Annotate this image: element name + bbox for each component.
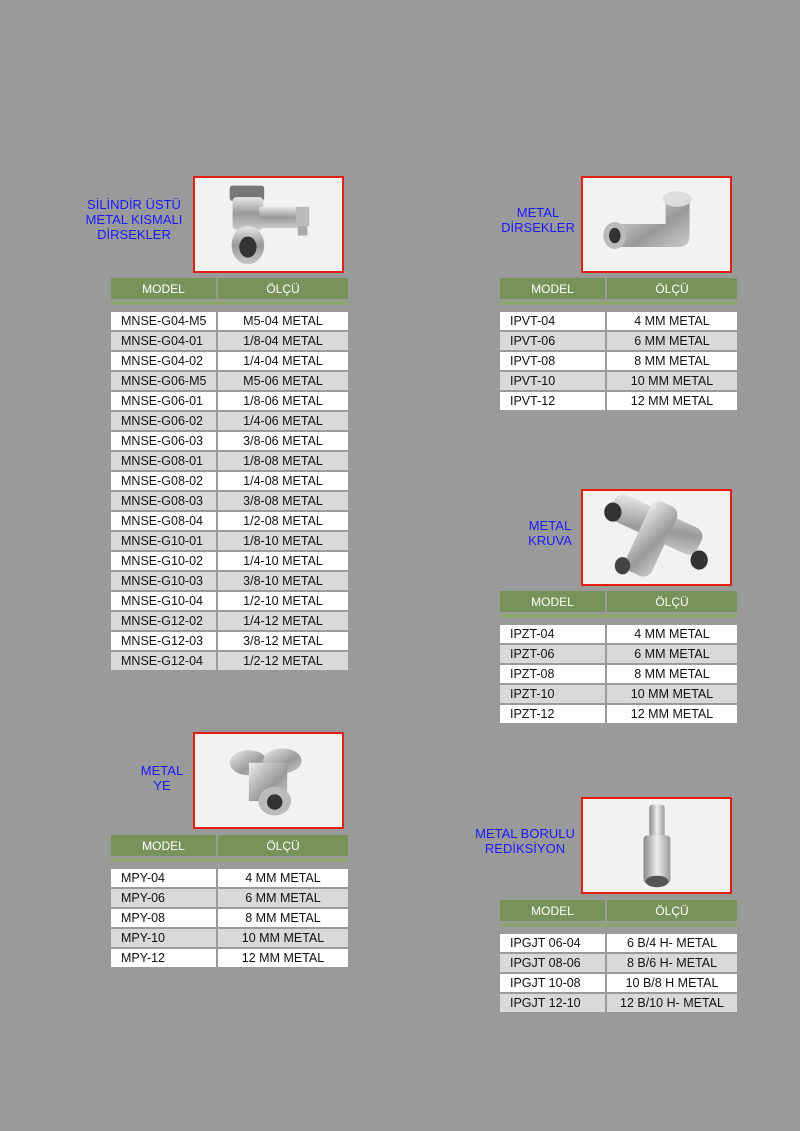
size-cell: 1/2-10 METAL xyxy=(218,592,348,610)
caption-line: REDİKSİYON xyxy=(484,841,566,856)
section-caption xyxy=(470,826,580,856)
size-cell: 4 MM METAL xyxy=(607,625,737,643)
table-body xyxy=(111,869,348,969)
header-divider xyxy=(111,301,348,305)
table-row xyxy=(500,392,737,410)
model-cell: MPY-08 xyxy=(111,909,216,927)
model-cell: MNSE-G10-04 xyxy=(111,592,216,610)
model-cell: IPZT-06 xyxy=(500,645,605,663)
product-photo-reducer xyxy=(581,797,732,894)
model-cell: MNSE-G12-04 xyxy=(111,652,216,670)
size-cell: 1/8-08 METAL xyxy=(218,452,348,470)
size-cell: 8 MM METAL xyxy=(607,665,737,683)
section-caption xyxy=(132,763,192,793)
table-row xyxy=(111,612,348,630)
table-row xyxy=(111,432,348,450)
model-cell: IPGJT 06-04 xyxy=(500,934,605,952)
model-cell: MNSE-G06-03 xyxy=(111,432,216,450)
table-row xyxy=(500,312,737,330)
model-cell: MNSE-G04-M5 xyxy=(111,312,216,330)
table-row xyxy=(111,312,348,330)
table-row xyxy=(111,452,348,470)
caption-line: DİRSEKLER xyxy=(501,220,575,235)
table-row xyxy=(500,705,737,723)
table-header xyxy=(500,900,737,921)
model-cell: MNSE-G08-03 xyxy=(111,492,216,510)
model-cell: IPVT-08 xyxy=(500,352,605,370)
size-cell: 1/4-04 METAL xyxy=(218,352,348,370)
model-cell: MNSE-G04-02 xyxy=(111,352,216,370)
model-cell: IPVT-10 xyxy=(500,372,605,390)
model-header: MODEL xyxy=(500,278,605,299)
table-row xyxy=(111,929,348,947)
table-body xyxy=(111,312,348,672)
table-body xyxy=(500,934,737,1014)
table-row xyxy=(111,412,348,430)
table-row xyxy=(111,949,348,967)
table-row xyxy=(111,592,348,610)
table-row xyxy=(500,685,737,703)
caption-line: METAL xyxy=(516,205,560,220)
size-header: ÖLÇÜ xyxy=(218,835,348,856)
model-cell: MNSE-G08-02 xyxy=(111,472,216,490)
table-row xyxy=(500,974,737,992)
table-row xyxy=(500,954,737,972)
table-row xyxy=(111,352,348,370)
caption-line: METAL KISMALI xyxy=(85,212,183,227)
product-photo-elbow xyxy=(581,176,732,273)
size-cell: M5-04 METAL xyxy=(218,312,348,330)
size-cell: 12 MM METAL xyxy=(218,949,348,967)
size-cell: 3/8-12 METAL xyxy=(218,632,348,650)
product-photo-y-fitting xyxy=(193,732,344,829)
size-cell: 12 MM METAL xyxy=(607,392,737,410)
size-cell: 6 MM METAL xyxy=(218,889,348,907)
table-row xyxy=(111,632,348,650)
header-divider xyxy=(111,858,348,862)
model-cell: IPGJT 10-08 xyxy=(500,974,605,992)
table-row xyxy=(500,332,737,350)
model-cell: MNSE-G10-03 xyxy=(111,572,216,590)
caption-line: METAL xyxy=(528,518,572,533)
size-cell: 1/2-12 METAL xyxy=(218,652,348,670)
model-cell: MNSE-G04-01 xyxy=(111,332,216,350)
size-cell: 3/8-08 METAL xyxy=(218,492,348,510)
table-row xyxy=(500,994,737,1012)
model-cell: IPZT-10 xyxy=(500,685,605,703)
table-row xyxy=(500,625,737,643)
table-body xyxy=(500,312,737,412)
table-row xyxy=(111,909,348,927)
table-row xyxy=(111,652,348,670)
table-row xyxy=(111,472,348,490)
size-cell: 10 B/8 H METAL xyxy=(607,974,737,992)
model-cell: MNSE-G06-01 xyxy=(111,392,216,410)
table-row xyxy=(500,665,737,683)
model-cell: MNSE-G12-02 xyxy=(111,612,216,630)
model-header: MODEL xyxy=(111,278,216,299)
size-cell: 6 MM METAL xyxy=(607,645,737,663)
model-cell: IPZT-04 xyxy=(500,625,605,643)
table-row xyxy=(500,934,737,952)
size-cell: 3/8-10 METAL xyxy=(218,572,348,590)
size-cell: 4 MM METAL xyxy=(218,869,348,887)
size-cell: 6 MM METAL xyxy=(607,332,737,350)
model-cell: IPGJT 08-06 xyxy=(500,954,605,972)
model-header: MODEL xyxy=(500,591,605,612)
size-cell: 4 MM METAL xyxy=(607,312,737,330)
section-caption xyxy=(78,197,190,242)
table-row xyxy=(111,492,348,510)
header-divider xyxy=(500,301,737,305)
size-cell: 10 MM METAL xyxy=(218,929,348,947)
size-cell: 1/4-06 METAL xyxy=(218,412,348,430)
section-caption xyxy=(520,518,580,548)
size-cell: 8 B/6 H- METAL xyxy=(607,954,737,972)
header-divider xyxy=(500,614,737,618)
table-row xyxy=(111,332,348,350)
size-header: ÖLÇÜ xyxy=(607,900,737,921)
table-row xyxy=(111,512,348,530)
size-cell: 3/8-06 METAL xyxy=(218,432,348,450)
caption-line: YE xyxy=(153,778,171,793)
model-cell: IPVT-12 xyxy=(500,392,605,410)
model-cell: MNSE-G06-M5 xyxy=(111,372,216,390)
table-row xyxy=(111,552,348,570)
table-header xyxy=(500,278,737,299)
model-cell: MPY-04 xyxy=(111,869,216,887)
size-cell: 10 MM METAL xyxy=(607,372,737,390)
product-photo-cross xyxy=(581,489,732,586)
model-cell: MPY-10 xyxy=(111,929,216,947)
caption-line: KRUVA xyxy=(528,533,572,548)
model-cell: MNSE-G10-01 xyxy=(111,532,216,550)
table-header xyxy=(500,591,737,612)
table-row xyxy=(111,869,348,887)
table-row xyxy=(500,645,737,663)
model-cell: MNSE-G12-03 xyxy=(111,632,216,650)
size-cell: 6 B/4 H- METAL xyxy=(607,934,737,952)
table-header xyxy=(111,278,348,299)
table-row xyxy=(111,372,348,390)
section-caption xyxy=(496,205,580,235)
size-cell: 8 MM METAL xyxy=(218,909,348,927)
size-cell: 1/4-10 METAL xyxy=(218,552,348,570)
size-cell: 10 MM METAL xyxy=(607,685,737,703)
model-cell: IPVT-06 xyxy=(500,332,605,350)
table-row xyxy=(111,392,348,410)
caption-line: SİLİNDİR ÜSTÜ xyxy=(87,197,181,212)
size-cell: M5-06 METAL xyxy=(218,372,348,390)
model-cell: MPY-06 xyxy=(111,889,216,907)
size-cell: 1/8-04 METAL xyxy=(218,332,348,350)
caption-line: DİRSEKLER xyxy=(97,227,171,242)
table-row xyxy=(111,532,348,550)
size-cell: 12 B/10 H- METAL xyxy=(607,994,737,1012)
table-body xyxy=(500,625,737,725)
caption-line: METAL xyxy=(140,763,184,778)
model-cell: IPVT-04 xyxy=(500,312,605,330)
size-cell: 1/4-12 METAL xyxy=(218,612,348,630)
table-row xyxy=(500,352,737,370)
header-divider xyxy=(500,923,737,927)
size-cell: 8 MM METAL xyxy=(607,352,737,370)
size-header: ÖLÇÜ xyxy=(607,278,737,299)
size-cell: 1/2-08 METAL xyxy=(218,512,348,530)
size-cell: 12 MM METAL xyxy=(607,705,737,723)
model-cell: MNSE-G08-04 xyxy=(111,512,216,530)
model-cell: IPZT-08 xyxy=(500,665,605,683)
size-header: ÖLÇÜ xyxy=(607,591,737,612)
model-cell: IPZT-12 xyxy=(500,705,605,723)
size-cell: 1/8-10 METAL xyxy=(218,532,348,550)
size-cell: 1/4-08 METAL xyxy=(218,472,348,490)
table-row xyxy=(500,372,737,390)
model-cell: IPGJT 12-10 xyxy=(500,994,605,1012)
model-cell: MNSE-G06-02 xyxy=(111,412,216,430)
model-header: MODEL xyxy=(111,835,216,856)
model-cell: MNSE-G08-01 xyxy=(111,452,216,470)
model-cell: MPY-12 xyxy=(111,949,216,967)
model-cell: MNSE-G10-02 xyxy=(111,552,216,570)
caption-line: METAL BORULU xyxy=(475,826,575,841)
table-row xyxy=(111,572,348,590)
size-header: ÖLÇÜ xyxy=(218,278,348,299)
model-header: MODEL xyxy=(500,900,605,921)
table-header xyxy=(111,835,348,856)
product-photo-angle-fitting xyxy=(193,176,344,273)
table-row xyxy=(111,889,348,907)
size-cell: 1/8-06 METAL xyxy=(218,392,348,410)
